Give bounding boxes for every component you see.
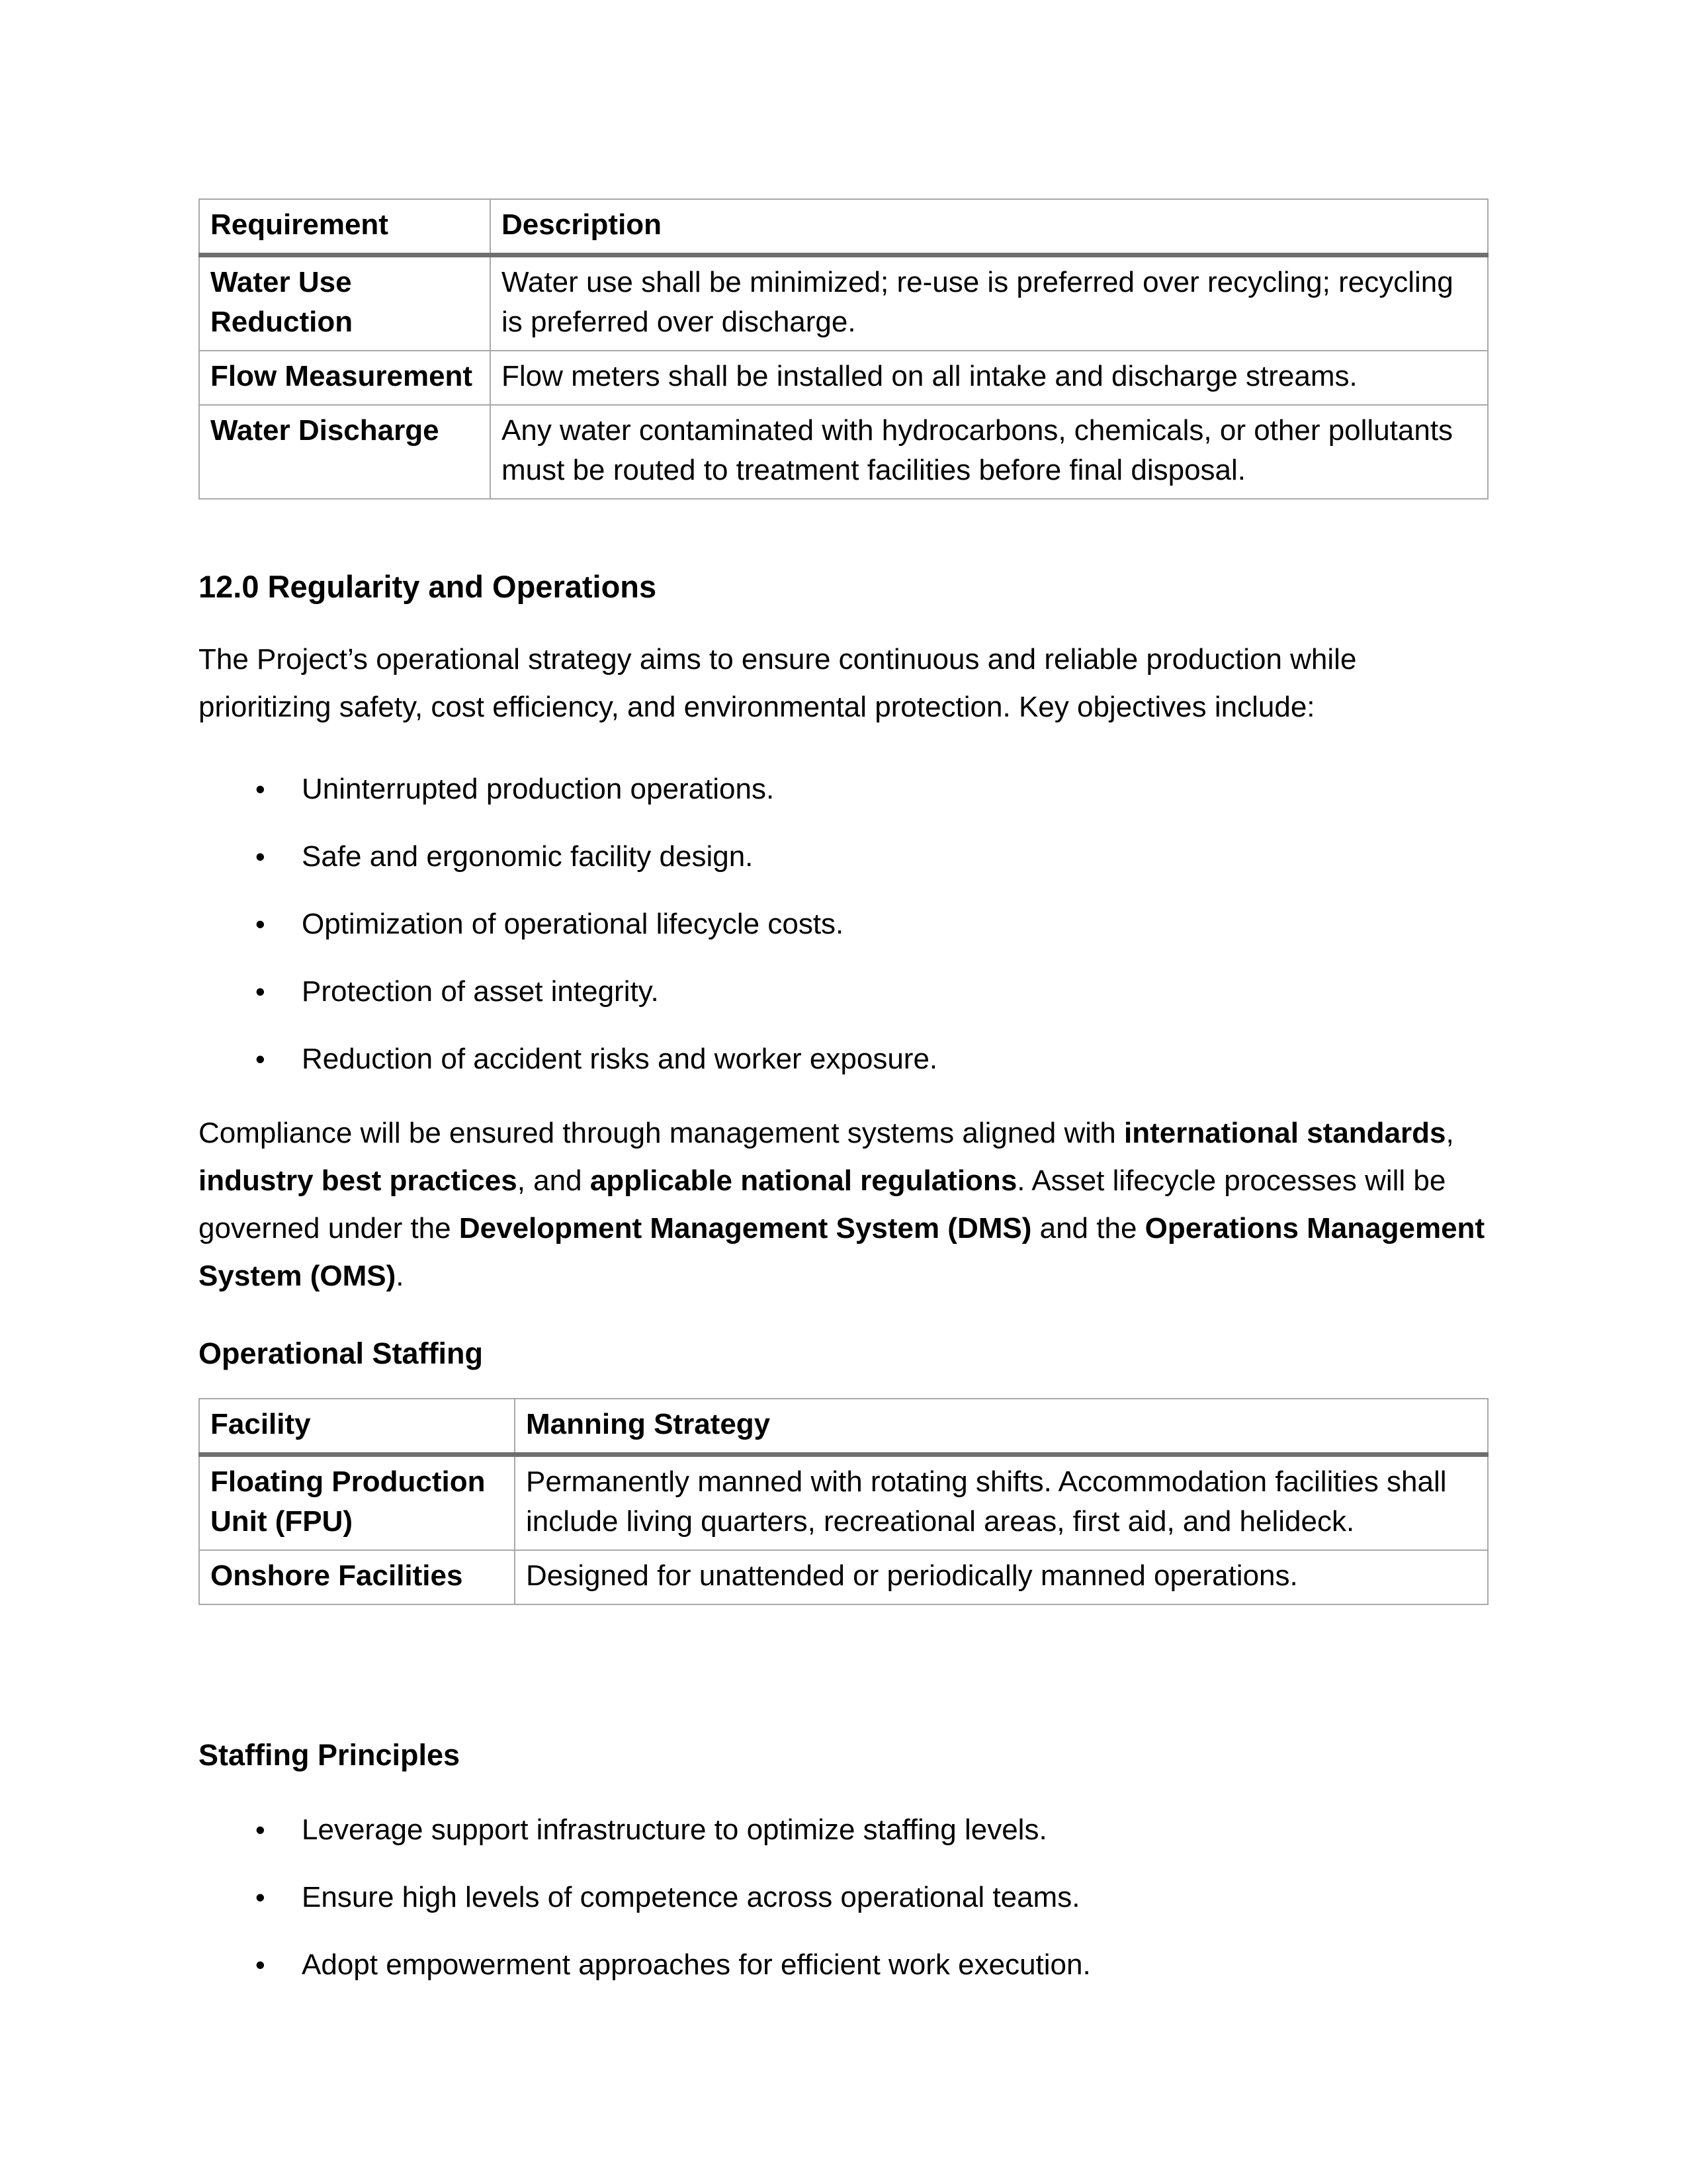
requirement-cell: Water Use Reduction — [199, 255, 490, 351]
list-item: • Leverage support infrastructure to optimize staffing levels. — [198, 1806, 1489, 1854]
list-item: • Ensure high levels of competence across operational teams. — [198, 1874, 1489, 1921]
strategy-cell: Permanently manned with rotating shifts. Accommodation facilities shall include living quarters, recreational areas, first aid, and helideck. — [515, 1455, 1488, 1551]
compliance-bold: Operations Management System (OMS) — [198, 1212, 1485, 1292]
compliance-bold: applicable national regulations — [589, 1164, 1017, 1197]
description-cell: Water use shall be minimized; re-use is preferred over recycling; recycling is preferred over discharge. — [490, 255, 1488, 351]
column-header-requirement: Requirement — [199, 199, 490, 255]
compliance-bold: international standards — [1123, 1117, 1446, 1149]
list-item: • Safe and ergonomic facility design. — [198, 833, 1489, 881]
compliance-bold: industry best practices — [198, 1164, 517, 1197]
table-row — [199, 405, 1488, 499]
requirements-table — [198, 198, 1489, 500]
operational-staffing-heading: Operational Staffing — [198, 1336, 484, 1370]
compliance-text: Compliance will be ensured through management systems aligned with — [198, 1117, 1124, 1149]
list-item: • Reduction of accident risks and worker exposure. — [198, 1035, 1489, 1083]
requirement-cell: Flow Measurement — [199, 351, 490, 405]
column-header-facility: Facility — [199, 1399, 515, 1455]
facility-cell: Floating Production Unit (FPU) — [199, 1455, 515, 1551]
list-item: • Adopt empowerment approaches for efficient work execution. — [198, 1941, 1489, 1989]
compliance-paragraph — [198, 1110, 1489, 1300]
description-cell: Flow meters shall be installed on all intake and discharge streams. — [490, 351, 1488, 405]
table-row — [199, 1455, 1488, 1551]
compliance-bold: Development Management System (DMS) — [458, 1212, 1032, 1245]
strategy-cell: Designed for unattended or periodically manned operations. — [515, 1550, 1488, 1604]
staffing-principles-heading: Staffing Principles — [198, 1738, 460, 1772]
table-row — [199, 1550, 1488, 1604]
section-heading: 12.0 Regularity and Operations — [198, 569, 657, 604]
compliance-text: , and — [517, 1164, 590, 1197]
staffing-table — [198, 1398, 1489, 1605]
column-header-description: Description — [490, 199, 1488, 255]
table-header-row — [199, 199, 1488, 255]
list-item: • Optimization of operational lifecycle costs. — [198, 900, 1489, 948]
compliance-text: . — [396, 1260, 404, 1292]
table-row — [199, 255, 1488, 351]
requirement-cell: Water Discharge — [199, 405, 490, 499]
compliance-text: . Asset lifecycle processes will be governed under the — [198, 1164, 1446, 1245]
principles-list — [198, 1806, 1489, 1989]
list-item: • Uninterrupted production operations. — [198, 765, 1489, 813]
list-item: • Protection of asset integrity. — [198, 968, 1489, 1016]
objectives-list — [198, 765, 1489, 1083]
compliance-text: , — [1446, 1117, 1454, 1149]
compliance-text: and the — [1031, 1212, 1145, 1245]
description-cell: Any water contaminated with hydrocarbons, chemicals, or other pollutants must be routed to treatment facilities before final disposal. — [490, 405, 1488, 499]
facility-cell: Onshore Facilities — [199, 1550, 515, 1604]
table-row — [199, 351, 1488, 405]
intro-paragraph: The Project’s operational strategy aims to ensure continuous and reliable production while prioritizing safety, cost efficiency, and environmental protection. Key objectives include: — [198, 643, 1357, 723]
column-header-manning-strategy: Manning Strategy — [515, 1399, 1488, 1455]
table-header-row — [199, 1399, 1488, 1455]
